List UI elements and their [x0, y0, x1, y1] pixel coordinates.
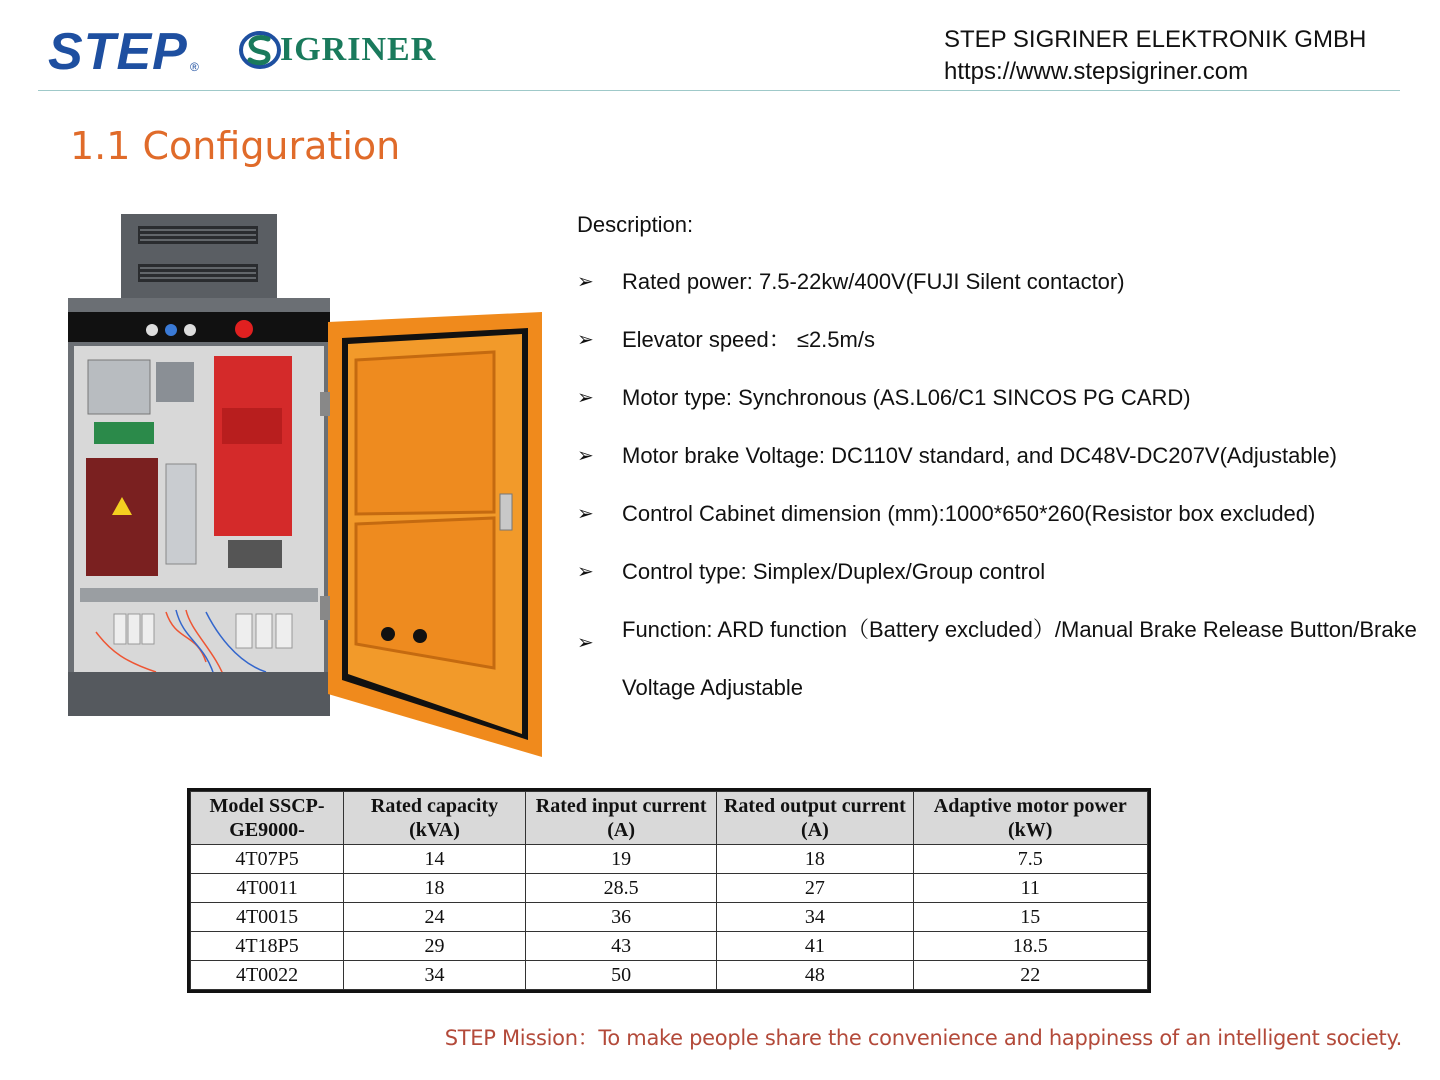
description-item: ➢ Control type: Simplex/Duplex/Group control — [577, 556, 1427, 588]
table-row — [191, 874, 1148, 903]
section-title: 1.1 Configuration — [70, 124, 401, 168]
column-header: Model SSCP-GE9000- — [191, 792, 344, 845]
table-cell: 36 — [525, 903, 716, 932]
column-header: Rated input current (A) — [525, 792, 716, 845]
arrow-bullet-icon: ➢ — [577, 445, 594, 467]
registered-mark: ® — [190, 60, 199, 74]
arrow-bullet-icon: ➢ — [577, 387, 594, 409]
table-cell: 11 — [913, 874, 1148, 903]
description-label: Description: — [577, 212, 694, 237]
step-logo: STEP — [48, 23, 188, 81]
table-cell: 4T0022 — [191, 961, 344, 990]
arrow-bullet-icon: ➢ — [577, 329, 594, 351]
table-cell: 41 — [717, 932, 913, 961]
table-cell: 4T18P5 — [191, 932, 344, 961]
table-cell: 15 — [913, 903, 1148, 932]
arrow-bullet-icon: ➢ — [577, 271, 594, 293]
mission-statement: STEP Mission：To make people share the convenience and happiness of an intelligent society. — [444, 1026, 1402, 1050]
table-cell: 29 — [344, 932, 526, 961]
table-cell: 19 — [525, 845, 716, 874]
company-name: STEP SIGRINER ELEKTRONIK GMBH — [944, 26, 1367, 53]
description-item: ➢ Control Cabinet dimension (mm):1000*650*260(Resistor box excluded) — [577, 498, 1427, 530]
arrow-bullet-icon: ➢ — [577, 503, 594, 525]
table-header-row — [191, 792, 1148, 845]
description-list — [577, 266, 1427, 743]
sigriner-logo-text: IGRINER — [280, 31, 437, 68]
table-cell: 50 — [525, 961, 716, 990]
table-cell: 24 — [344, 903, 526, 932]
table-cell: 14 — [344, 845, 526, 874]
table-row — [191, 903, 1148, 932]
table-cell: 4T0015 — [191, 903, 344, 932]
sigriner-s-icon — [238, 30, 282, 70]
description-item: ➢ Elevator speed： ≤2.5m/s — [577, 324, 1427, 356]
arrow-bullet-icon: ➢ — [577, 632, 594, 654]
column-header: Rated output current (A) — [717, 792, 913, 845]
table-cell: 34 — [344, 961, 526, 990]
table-cell: 43 — [525, 932, 716, 961]
table-cell: 4T07P5 — [191, 845, 344, 874]
company-website[interactable]: https://www.stepsigriner.com — [944, 58, 1249, 85]
table-cell: 18.5 — [913, 932, 1148, 961]
table-row — [191, 961, 1148, 990]
table-cell: 28.5 — [525, 874, 716, 903]
table-cell: 4T0011 — [191, 874, 344, 903]
control-cabinet-image — [66, 212, 546, 760]
table-row — [191, 932, 1148, 961]
description-item: ➢ Function: ARD function（Battery excluded）/Manual Brake Release Button/Brake Voltage Adjustable — [577, 601, 1427, 717]
description-item: ➢ Motor type: Synchronous (AS.L06/C1 SINCOS PG CARD) — [577, 382, 1427, 414]
description-item: ➢ Rated power: 7.5-22kw/400V(FUJI Silent contactor) — [577, 266, 1427, 298]
description-item: ➢ Motor brake Voltage: DC110V standard, and DC48V-DC207V(Adjustable) — [577, 440, 1427, 472]
table-cell: 27 — [717, 874, 913, 903]
table-cell: 34 — [717, 903, 913, 932]
table-cell: 18 — [344, 874, 526, 903]
column-header: Rated capacity (kVA) — [344, 792, 526, 845]
company-info — [944, 24, 1366, 88]
header-divider — [38, 90, 1400, 91]
column-header: Adaptive motor power (kW) — [913, 792, 1148, 845]
sigriner-logo — [238, 30, 436, 70]
table-cell: 7.5 — [913, 845, 1148, 874]
table-cell: 22 — [913, 961, 1148, 990]
spec-table — [187, 788, 1151, 993]
table-cell: 18 — [717, 845, 913, 874]
table-row — [191, 845, 1148, 874]
table-cell: 48 — [717, 961, 913, 990]
arrow-bullet-icon: ➢ — [577, 561, 594, 583]
